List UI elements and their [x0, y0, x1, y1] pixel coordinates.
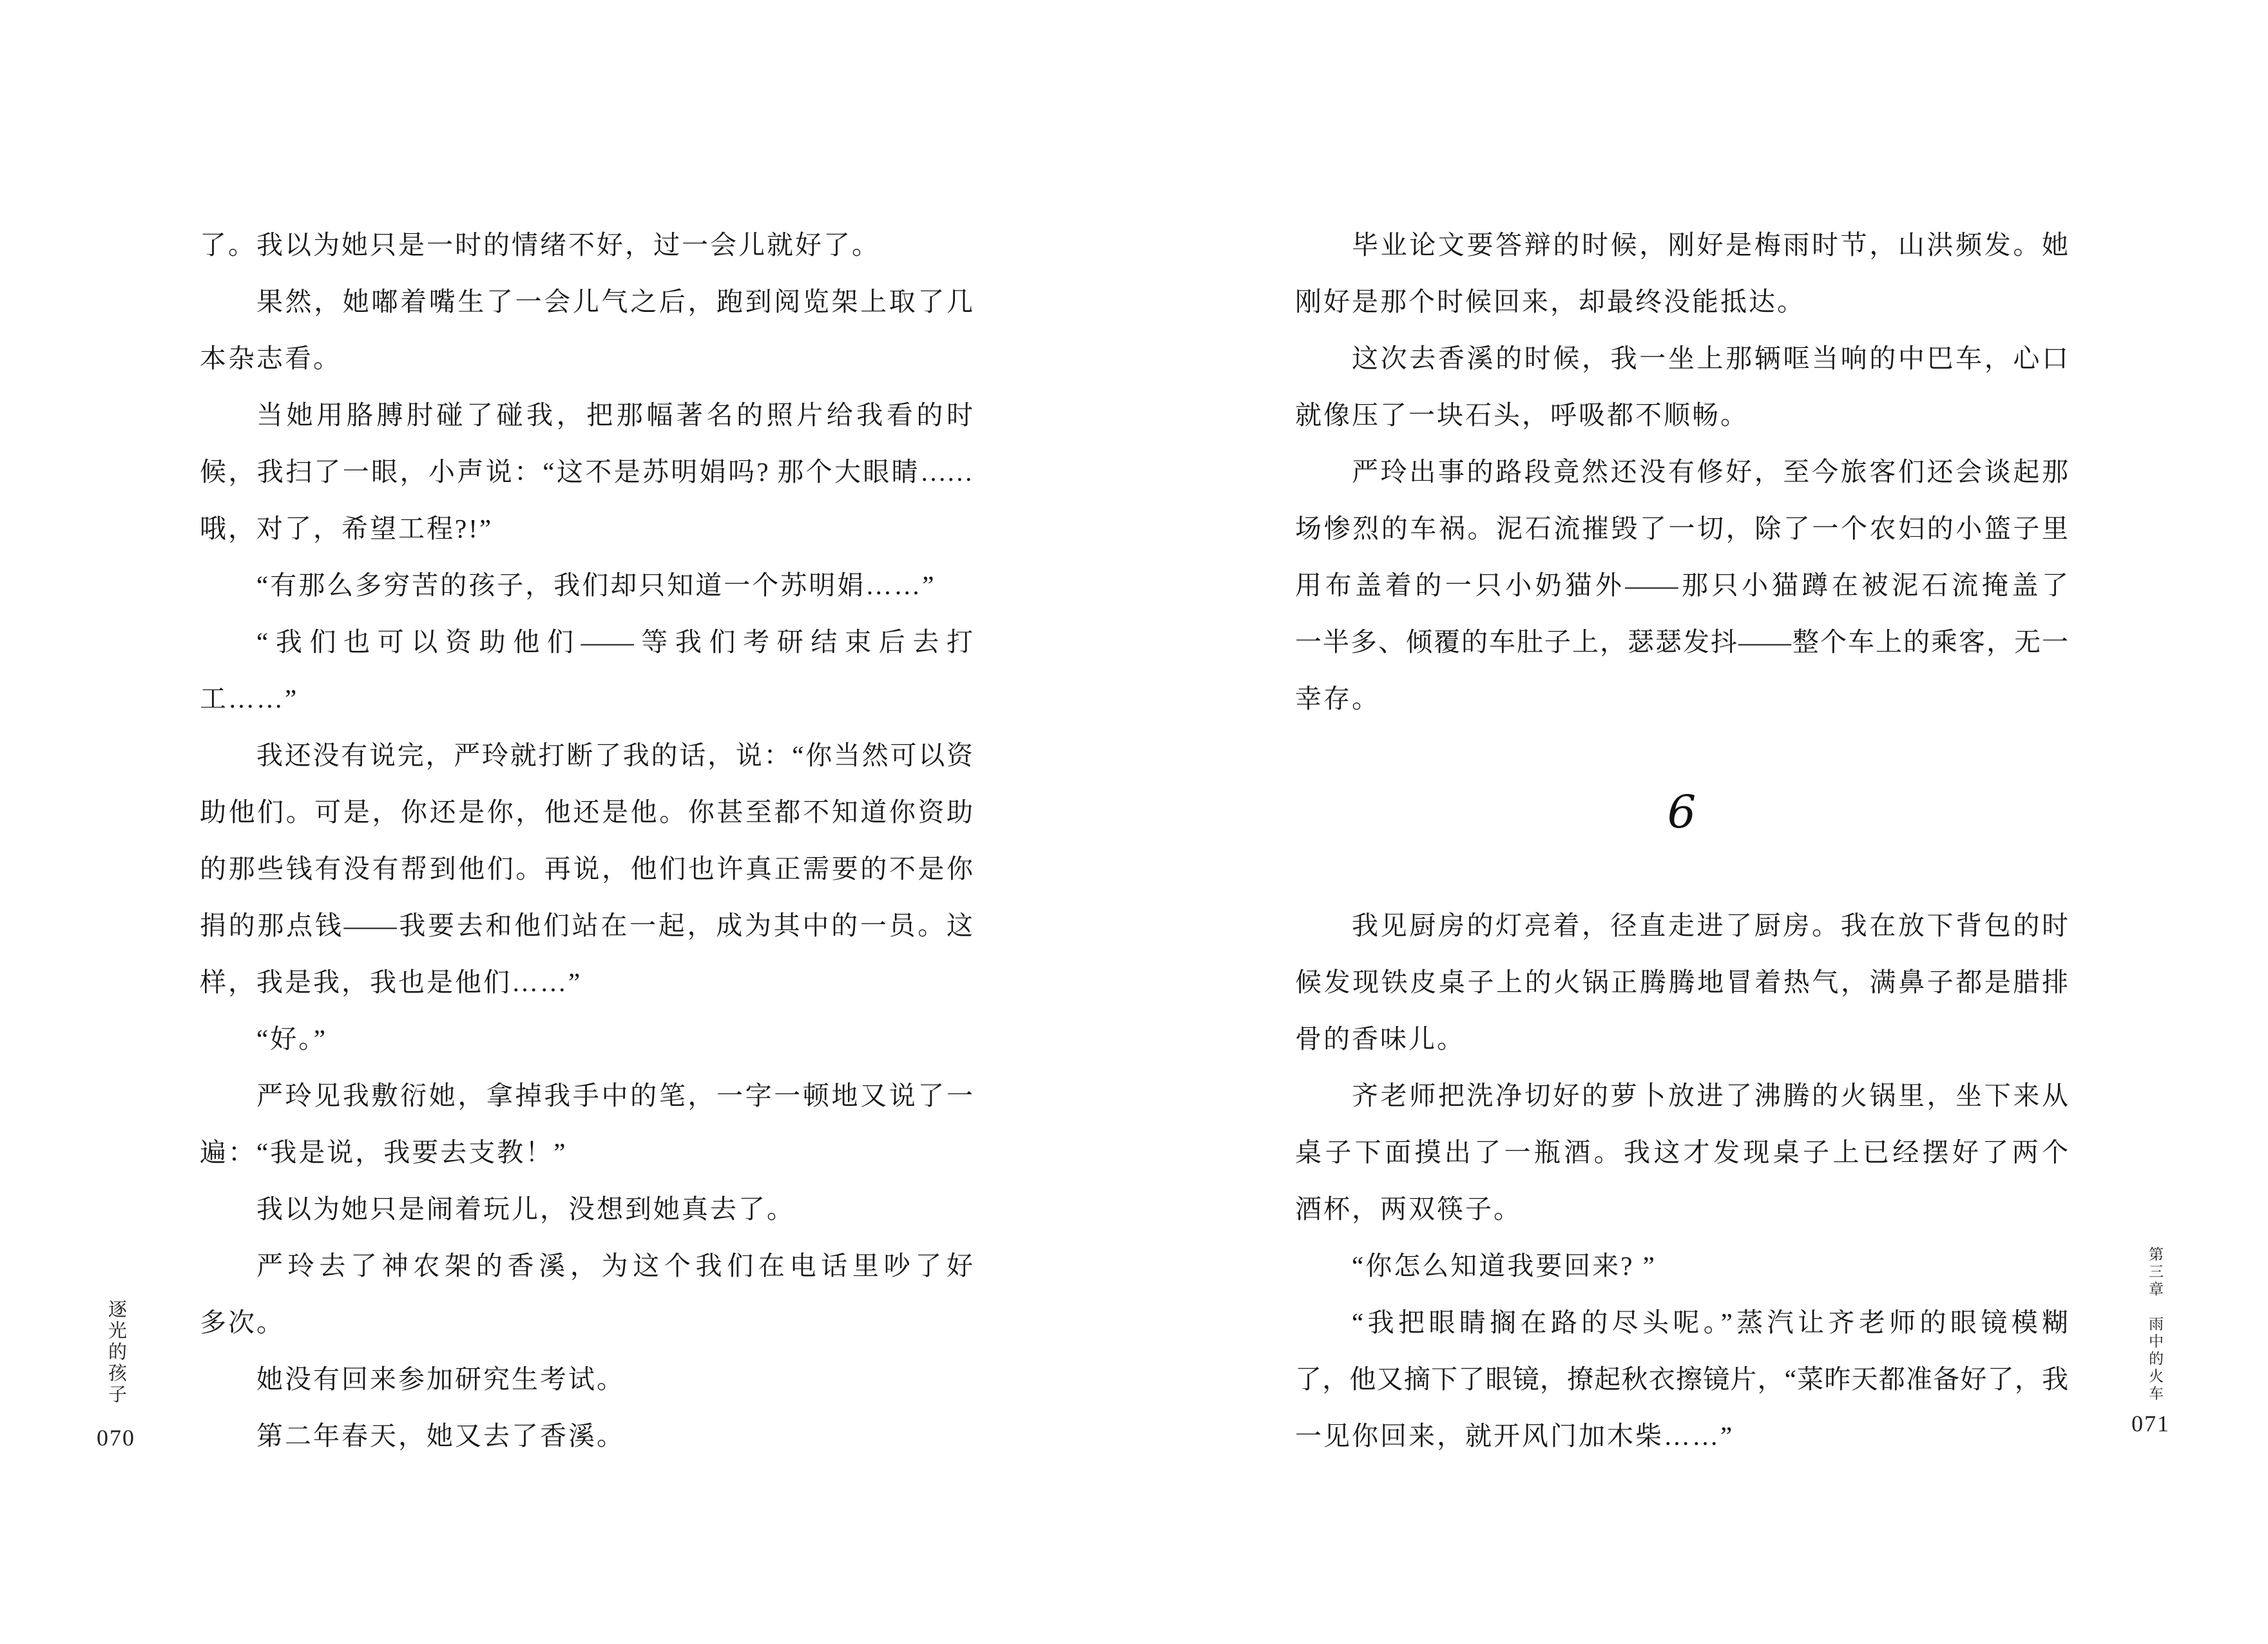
text-line: 一半多、倾覆的车肚子上，瑟瑟发抖——整个车上的乘客，无一: [1295, 627, 2068, 657]
text-line: 酒杯，两双筷子。: [1295, 1194, 1522, 1224]
text-line: 她没有回来参加研究生考试。: [256, 1364, 625, 1394]
section-number: 6: [1667, 786, 1696, 838]
chapter-title-margin: 第三章 雨中的火车: [2147, 1246, 2163, 1403]
text-line: 刚好是那个时候回来，却最终没能抵达。: [1295, 287, 1805, 316]
text-line: “你怎么知道我要回来? ”: [1352, 1251, 1657, 1281]
text-line: 齐老师把洗净切好的萝卜放进了沸腾的火锅里，坐下来从: [1352, 1081, 2068, 1110]
text-line: 严玲见我敷衍她，拿掉我手中的笔，一字一顿地又说了一: [256, 1081, 973, 1110]
text-line: 候发现铁皮桌子上的火锅正腾腾地冒着热气，满鼻子都是腊排: [1295, 967, 2068, 997]
text-line: “我把眼睛搁在路的尽头呢。”蒸汽让齐老师的眼镜模糊: [1352, 1308, 2068, 1337]
text-line: 严玲出事的路段竟然还没有修好，至今旅客们还会谈起那: [1352, 457, 2068, 487]
text-line: 第二年春天，她又去了香溪。: [256, 1421, 625, 1451]
text-line: 当她用胳膊肘碰了碰我，把那幅著名的照片给我看的时: [256, 400, 973, 430]
text-line: “有那么多穷苦的孩子，我们却只知道一个苏明娟……”: [256, 570, 936, 600]
text-line: 工……”: [200, 684, 299, 713]
text-line: 一见你回来，就开风门加木柴……”: [1295, 1421, 1735, 1451]
text-line: 遍：“我是说，我要去支教！”: [200, 1137, 568, 1167]
right-page-text-column: [1295, 217, 2068, 1464]
text-line: 哦，对了，希望工程?!”: [200, 514, 494, 543]
text-line: 我以为她只是闹着玩儿，没想到她真去了。: [256, 1194, 795, 1224]
text-line: 果然，她嘟着嘴生了一会儿气之后，跑到阅览架上取了几: [256, 287, 973, 316]
page-number-left: 070: [97, 1425, 135, 1451]
text-line: 我还没有说完，严玲就打断了我的话，说：“你当然可以资: [256, 740, 973, 770]
text-line: 多次。: [200, 1308, 285, 1337]
text-line: 场惨烈的车祸。泥石流摧毁了一切，除了一个农妇的小篮子里: [1295, 514, 2068, 543]
text-line: 候，我扫了一眼，小声说：“这不是苏明娟吗? 那个大眼睛……: [200, 457, 973, 487]
text-line: 样，我是我，我也是他们……”: [200, 967, 582, 997]
text-line: 捐的那点钱——我要去和他们站在一起，成为其中的一员。这: [200, 911, 973, 940]
text-line: “好。”: [256, 1024, 327, 1054]
text-line: 的那些钱有没有帮到他们。再说，他们也许真正需要的不是你: [200, 854, 973, 884]
right-page-lines-before-section: [1295, 217, 2068, 727]
book-title-margin: 逐光的孩子: [106, 1299, 126, 1406]
page-number-right: 071: [2131, 1411, 2170, 1436]
right-page-lines-after-section: [1295, 897, 2068, 1464]
text-line: 这次去香溪的时候，我一坐上那辆哐当响的中巴车，心口: [1352, 343, 2068, 373]
text-line: 用布盖着的一只小奶猫外——那只小猫蹲在被泥石流掩盖了: [1295, 570, 2068, 600]
text-line: 就像压了一块石头，呼吸都不顺畅。: [1295, 400, 1749, 430]
left-page-text-column: [200, 217, 973, 1464]
text-line: 我见厨房的灯亮着，径直走进了厨房。我在放下背包的时: [1352, 911, 2068, 940]
text-line: 严玲去了神农架的香溪，为这个我们在电话里吵了好: [256, 1251, 973, 1281]
text-line: 了。我以为她只是一时的情绪不好，过一会儿就好了。: [200, 230, 880, 260]
text-line: 毕业论文要答辩的时候，刚好是梅雨时节，山洪频发。她: [1352, 230, 2068, 260]
text-line: 了，他又摘下了眼镜，撩起秋衣擦镜片，“菜昨天都准备好了，我: [1295, 1364, 2068, 1394]
text-line: 本杂志看。: [200, 343, 341, 373]
text-line: 桌子下面摸出了一瓶酒。我这才发现桌子上已经摆好了两个: [1295, 1137, 2068, 1167]
text-line: 助他们。可是，你还是你，他还是他。你甚至都不知道你资助: [200, 797, 973, 827]
text-line: 骨的香味儿。: [1295, 1024, 1465, 1054]
text-line: “我们也可以资助他们——等我们考研结束后去打: [256, 627, 973, 657]
text-line: 幸存。: [1295, 684, 1380, 713]
